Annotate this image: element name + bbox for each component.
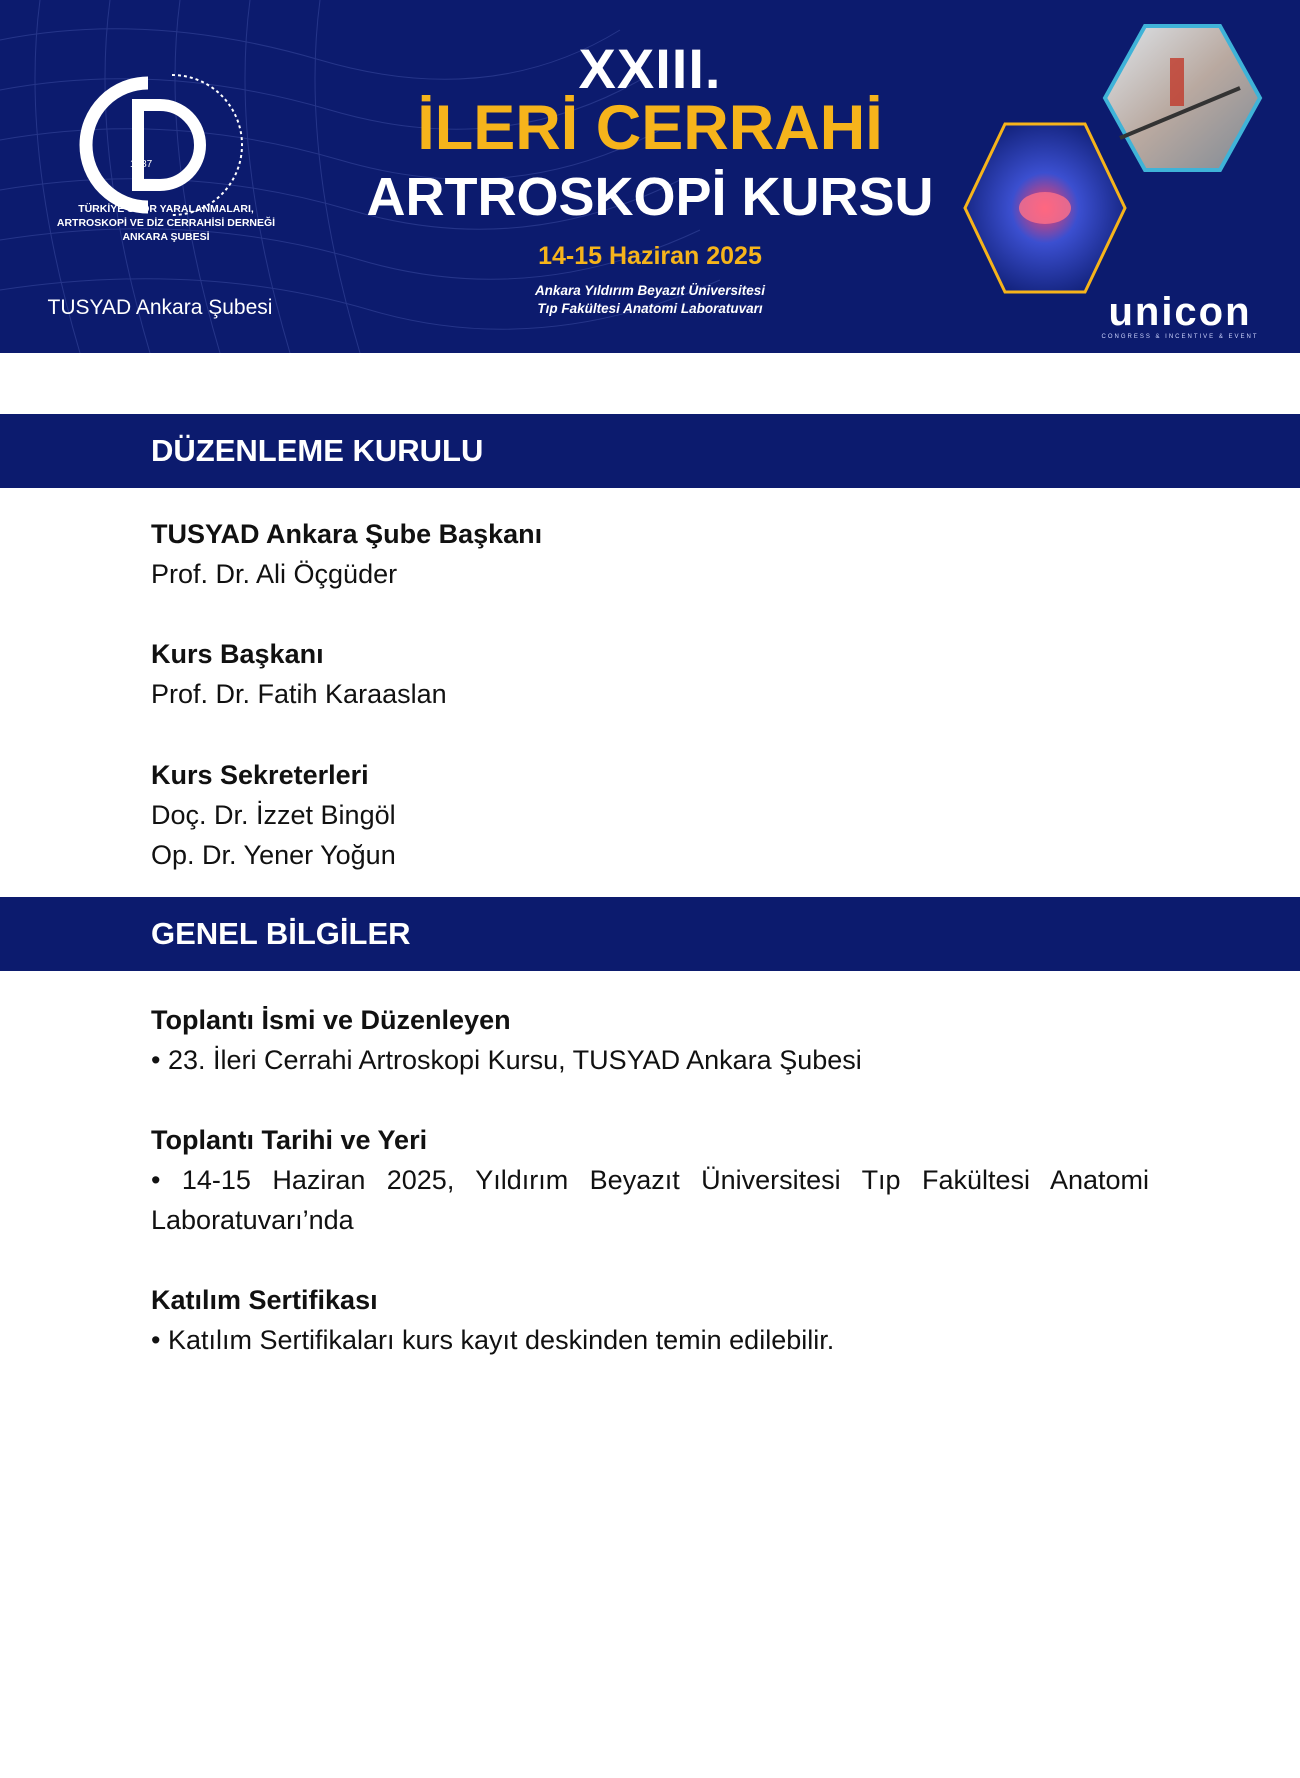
info-item <box>151 1000 1149 1080</box>
sponsor-tagline: CONGRESS & INCENTIVE & EVENT <box>1101 334 1259 340</box>
header-banner <box>0 0 1300 353</box>
organizing-group <box>151 634 1149 714</box>
organizing-group <box>151 755 1149 875</box>
org-name <box>36 202 296 244</box>
sponsor-name: unicon <box>1108 290 1252 334</box>
info-item <box>151 1280 1149 1360</box>
section-header-general <box>0 897 1300 971</box>
course-date: 14-15 Haziran 2025 <box>538 242 762 270</box>
group-label: TUSYAD Ankara Şube Başkanı <box>151 519 543 549</box>
info-text: • Katılım Sertifikaları kurs kayıt deskinden temin edilebilir. <box>151 1325 835 1355</box>
venue-line: Tıp Fakültesi Anatomi Laboratuvarı <box>537 301 763 316</box>
course-title-line2: ARTROSKOPİ KURSU <box>366 167 934 227</box>
org-name-line: TÜRKİYE SPOR YARALANMALARI, <box>78 203 254 215</box>
course-venue <box>460 282 840 318</box>
info-label: Toplantı İsmi ve Düzenleyen <box>151 1005 511 1035</box>
info-label: Toplantı Tarihi ve Yeri <box>151 1125 428 1155</box>
course-title-line1: İLERİ CERRAHİ <box>417 93 883 163</box>
info-text: • 14-15 Haziran 2025, Yıldırım Beyazıt Üniversitesi Tıp Fakültesi Anatomi Laboratuvarı’nda <box>151 1165 1149 1235</box>
branch-tag: TUSYAD Ankara Şubesi <box>47 296 273 319</box>
section-title: GENEL BİLGİLER <box>151 916 411 951</box>
person-name: Op. Dr. Yener Yoğun <box>151 840 396 870</box>
logo-year: 1987 <box>130 159 153 170</box>
person-name: Prof. Dr. Fatih Karaaslan <box>151 679 447 709</box>
organizing-group <box>151 514 1149 594</box>
org-name-line: ANKARA ŞUBESİ <box>122 231 210 243</box>
knee-xray-image <box>960 118 1130 298</box>
group-label: Kurs Başkanı <box>151 639 324 669</box>
person-name: Doç. Dr. İzzet Bingöl <box>151 800 396 830</box>
info-label: Katılım Sertifikası <box>151 1285 378 1315</box>
venue-line: Ankara Yıldırım Beyazıt Üniversitesi <box>534 283 766 298</box>
section-title: DÜZENLEME KURULU <box>151 433 484 468</box>
section-header-organizing <box>0 414 1300 488</box>
info-text: • 23. İleri Cerrahi Artroskopi Kursu, TUSYAD Ankara Şubesi <box>151 1045 862 1075</box>
info-item <box>151 1120 1149 1240</box>
group-label: Kurs Sekreterleri <box>151 760 369 790</box>
sponsor-logo <box>1100 290 1260 340</box>
org-name-line: ARTROSKOPİ VE DİZ CERRAHİSİ DERNEĞİ <box>56 217 276 229</box>
course-edition: XXIII. <box>578 37 722 100</box>
person-name: Prof. Dr. Ali Öçgüder <box>151 559 398 589</box>
